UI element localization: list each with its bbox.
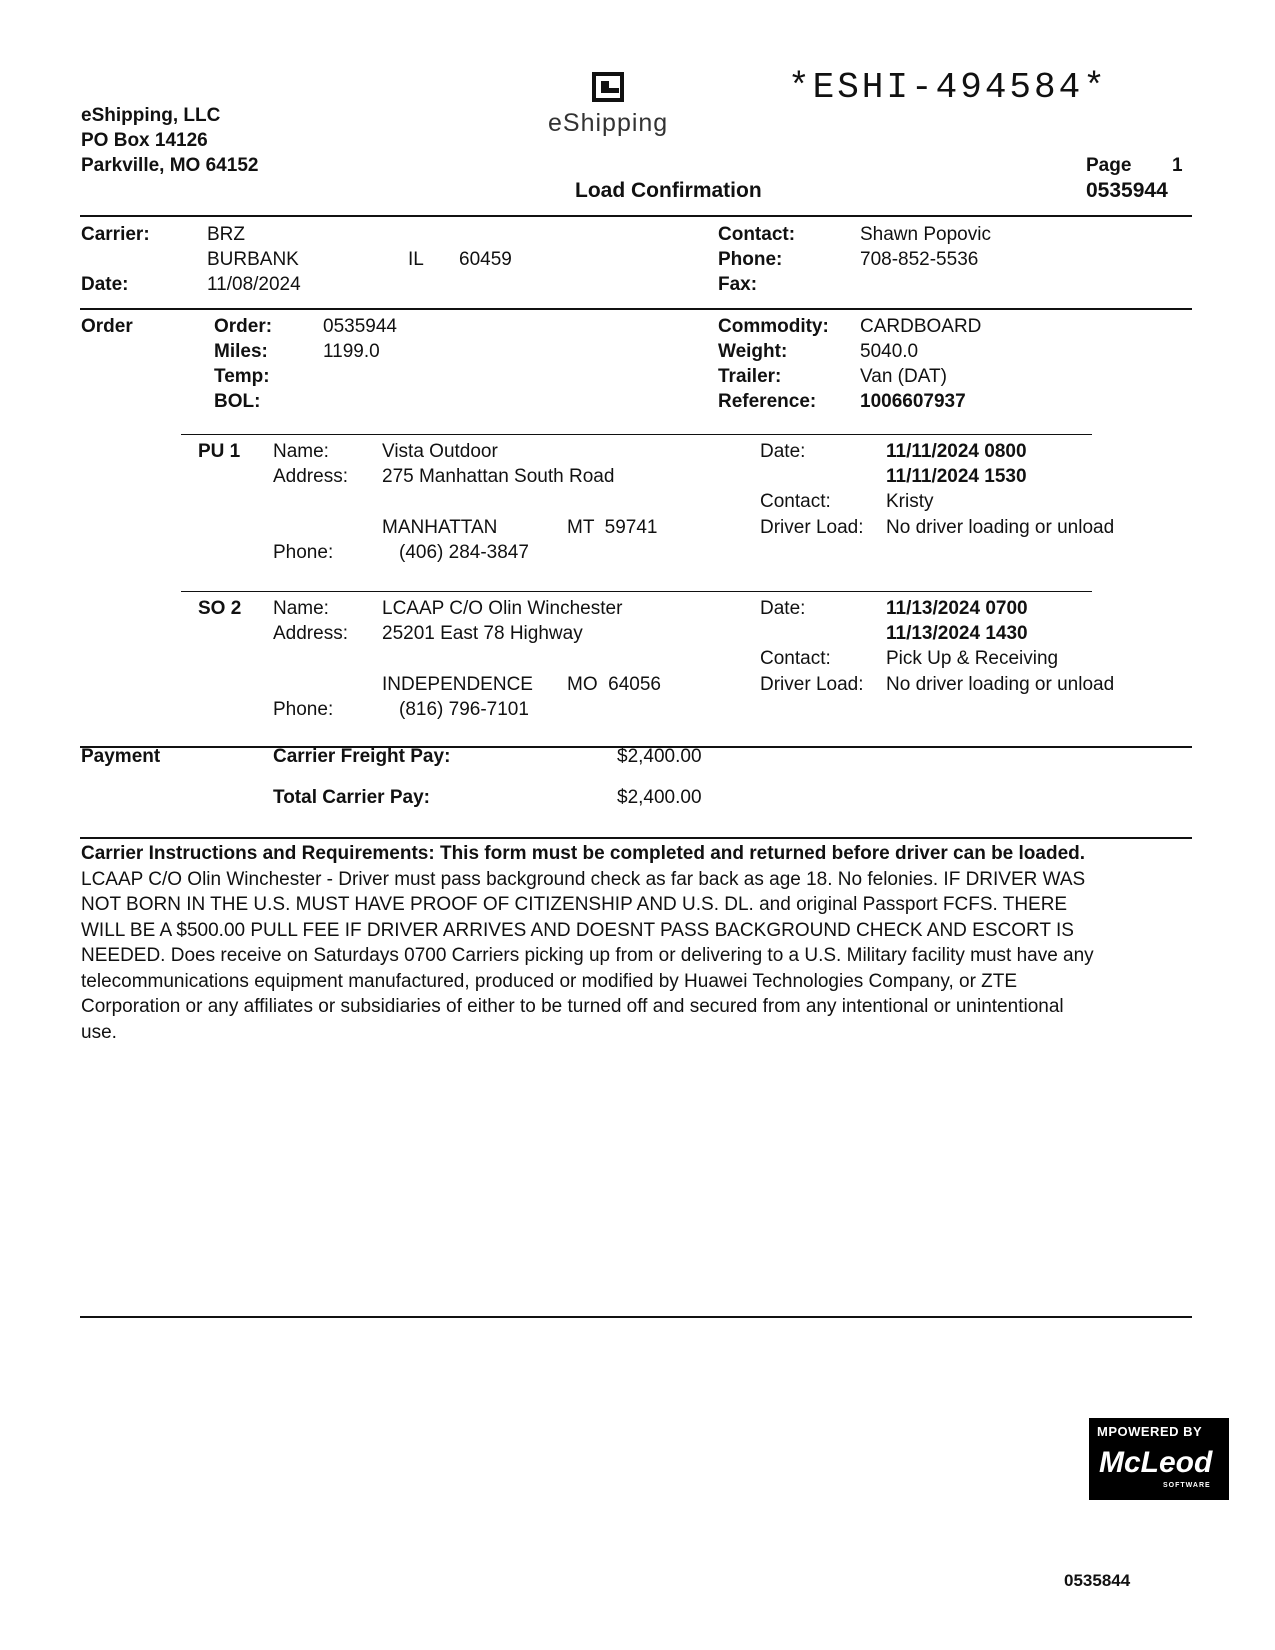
stop-phone-label: Phone: (273, 699, 334, 720)
stop-address-label: Address: (273, 466, 348, 487)
payment-section-label: Payment (81, 746, 161, 767)
mcleod-logo-line3: SOFTWARE (1163, 1482, 1211, 1489)
contact-label: Contact: (718, 224, 796, 245)
commodity-label: Commodity: (718, 316, 829, 337)
total-pay-label: Total Carrier Pay: (273, 787, 430, 808)
divider (80, 215, 1192, 217)
stop-date-1: 11/11/2024 0800 (886, 441, 1027, 462)
divider (80, 837, 1192, 839)
carrier-code: BRZ (207, 224, 245, 245)
divider (80, 1316, 1192, 1318)
carrier-label: Carrier: (81, 224, 150, 245)
stop-address: 25201 East 78 Highway (382, 623, 583, 644)
company-address1: PO Box 14126 (81, 130, 208, 151)
eshipping-logo (548, 72, 678, 142)
order-label: Order: (214, 316, 273, 337)
stop-name: LCAAP C/O Olin Winchester (382, 598, 623, 619)
stop-address: 275 Manhattan South Road (382, 466, 615, 487)
barcode-text: *ESHI-494584* (788, 67, 1108, 108)
doc-title: Load Confirmation (575, 179, 762, 202)
stop-city: INDEPENDENCE (382, 674, 533, 695)
stop-driver-load-label: Driver Load: (760, 674, 864, 695)
stop-phone-label: Phone: (273, 542, 334, 563)
instructions-heading: Carrier Instructions and Requirements: This form must be completed and returned before driver can be loaded. (81, 843, 1086, 864)
fax-label: Fax: (718, 274, 758, 295)
divider (181, 591, 1092, 592)
freight-pay-label: Carrier Freight Pay: (273, 746, 451, 767)
stop-name-label: Name: (273, 598, 329, 619)
bol-label: BOL: (214, 391, 261, 412)
header-order-id: 0535944 (1086, 179, 1168, 202)
stop-state-zip: MO 64056 (567, 674, 661, 695)
stop-contact: Kristy (886, 491, 934, 512)
freight-pay-value: $2,400.00 (617, 746, 702, 767)
page-number: 1 (1172, 155, 1183, 176)
trailer-label: Trailer: (718, 366, 782, 387)
carrier-zip: 60459 (459, 249, 512, 270)
stop-contact-label: Contact: (760, 491, 831, 512)
stop-contact: Pick Up & Receiving (886, 648, 1059, 669)
weight-value: 5040.0 (860, 341, 919, 362)
stop-city: MANHATTAN (382, 517, 498, 538)
stop-date-label: Date: (760, 441, 806, 462)
miles-value: 1199.0 (323, 341, 380, 362)
stop-name: Vista Outdoor (382, 441, 498, 462)
carrier-date-label: Date: (81, 274, 129, 295)
stop-code: SO 2 (198, 598, 242, 619)
carrier-date: 11/08/2024 (207, 274, 301, 295)
eshipping-logo-text: eShipping (548, 109, 669, 137)
stop-date-2: 11/13/2024 1430 (886, 623, 1028, 644)
carrier-city: BURBANK (207, 249, 299, 270)
stop-code: PU 1 (198, 441, 241, 462)
weight-label: Weight: (718, 341, 788, 362)
divider (181, 434, 1092, 435)
stop-phone: (406) 284-3847 (399, 542, 529, 563)
instructions-body: LCAAP C/O Olin Winchester - Driver must pass background check as far back as age 18. No felonies. IF DRIVER WAS NOT BORN IN THE U.S. MUST HAVE PROOF OF CITIZENSHIP AND U.S. DL. and original Passport FCFS. THERE WILL BE A $500.00 PULL FEE IF DRIVER ARRIVES AND DOESNT PASS BACKGROUND CHECK AND ESCORT IS NEEDED. Does receive on Saturdays 0700 Carriers picking up from or delivering to a U.S. Military facility must have any telecommunications equipment manufactured, produced or modified by Huawei Technologies Company, or ZTE Corporation or any affiliates or subsidiaries of either to be turned off and secured from any intentional or unintentional use. (81, 868, 1094, 1043)
stop-contact-label: Contact: (760, 648, 831, 669)
mcleod-logo-line1: MPOWERED BY (1097, 1424, 1203, 1439)
eshipping-logo-icon (592, 72, 626, 104)
stop-name-label: Name: (273, 441, 329, 462)
phone-value: 708-852-5536 (860, 249, 979, 270)
page-label: Page (1086, 155, 1132, 176)
company-address2: Parkville, MO 64152 (81, 155, 259, 176)
stop-state-zip: MT 59741 (567, 517, 658, 538)
commodity-value: CARDBOARD (860, 316, 982, 337)
stop-date-1: 11/13/2024 0700 (886, 598, 1028, 619)
stop-date-2: 11/11/2024 1530 (886, 466, 1027, 487)
footer-order-id: 0535844 (1064, 1571, 1131, 1590)
stop-driver-load: No driver loading or unload (886, 674, 1115, 695)
stop-driver-load: No driver loading or unload (886, 517, 1115, 538)
mcleod-logo-line2: McLeod (1099, 1446, 1213, 1479)
trailer-value: Van (DAT) (860, 366, 947, 387)
stop-phone: (816) 796-7101 (399, 699, 529, 720)
phone-label: Phone: (718, 249, 783, 270)
reference-value: 1006607937 (860, 391, 966, 412)
stop-driver-load-label: Driver Load: (760, 517, 864, 538)
carrier-state: IL (408, 249, 424, 270)
company-name: eShipping, LLC (81, 105, 221, 126)
stop-date-label: Date: (760, 598, 806, 619)
contact-value: Shawn Popovic (860, 224, 991, 245)
miles-label: Miles: (214, 341, 268, 362)
total-pay-value: $2,400.00 (617, 787, 702, 808)
order-section-label: Order (81, 316, 133, 337)
instructions-block (81, 841, 1191, 1045)
order-value: 0535944 (323, 316, 397, 337)
mcleod-logo (1089, 1418, 1229, 1500)
stop-address-label: Address: (273, 623, 348, 644)
divider (80, 308, 1192, 310)
temp-label: Temp: (214, 366, 270, 387)
reference-label: Reference: (718, 391, 817, 412)
